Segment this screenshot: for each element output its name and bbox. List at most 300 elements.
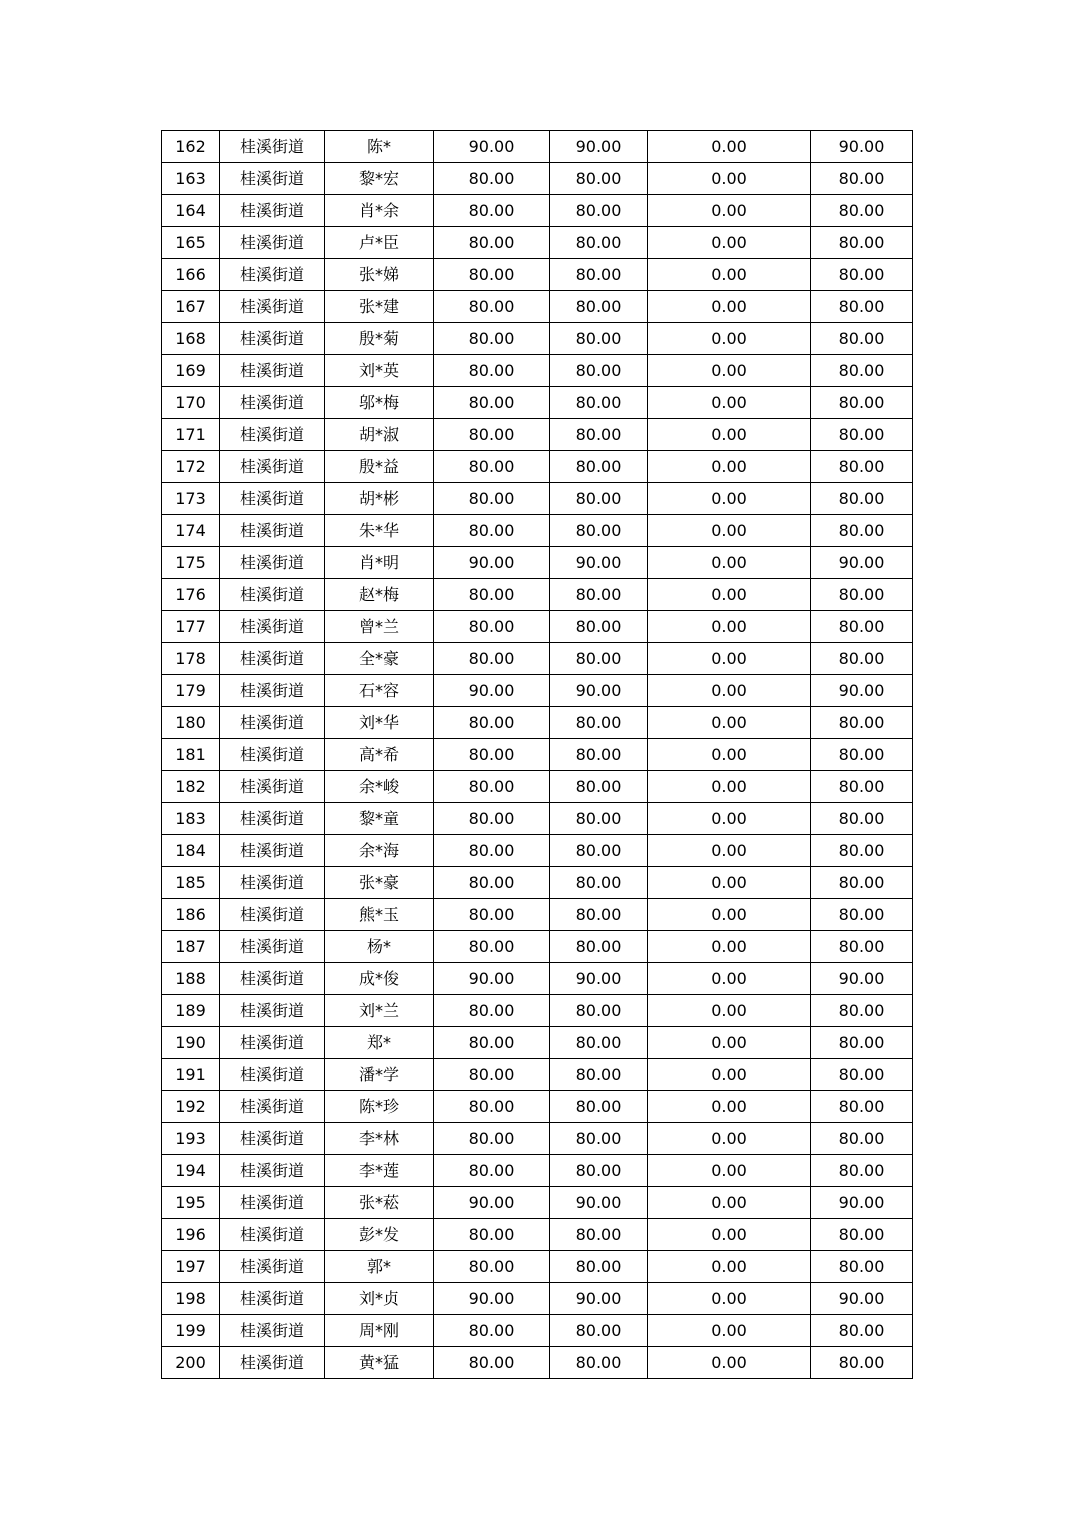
amount-cell-3: 0.00 bbox=[648, 419, 811, 451]
row-number-cell: 187 bbox=[162, 931, 220, 963]
amount-cell-2: 90.00 bbox=[550, 547, 648, 579]
amount-cell-4: 80.00 bbox=[811, 291, 913, 323]
row-number-cell: 170 bbox=[162, 387, 220, 419]
amount-cell-3: 0.00 bbox=[648, 1315, 811, 1347]
amount-cell-4: 80.00 bbox=[811, 771, 913, 803]
amount-cell-1: 80.00 bbox=[434, 1251, 550, 1283]
row-number-cell: 176 bbox=[162, 579, 220, 611]
row-number-cell: 167 bbox=[162, 291, 220, 323]
street-cell: 桂溪街道 bbox=[220, 355, 325, 387]
amount-cell-3: 0.00 bbox=[648, 1347, 811, 1379]
amount-cell-4: 80.00 bbox=[811, 1091, 913, 1123]
row-number-cell: 182 bbox=[162, 771, 220, 803]
row-number-cell: 174 bbox=[162, 515, 220, 547]
person-name-cell: 陈* bbox=[325, 131, 434, 163]
amount-cell-2: 80.00 bbox=[550, 707, 648, 739]
row-number-cell: 171 bbox=[162, 419, 220, 451]
amount-cell-1: 80.00 bbox=[434, 483, 550, 515]
amount-cell-4: 80.00 bbox=[811, 163, 913, 195]
table-row bbox=[162, 771, 913, 803]
amount-cell-1: 80.00 bbox=[434, 739, 550, 771]
subsidy-table bbox=[161, 130, 913, 1379]
amount-cell-2: 80.00 bbox=[550, 515, 648, 547]
table-row bbox=[162, 579, 913, 611]
street-cell: 桂溪街道 bbox=[220, 547, 325, 579]
person-name-cell: 刘*英 bbox=[325, 355, 434, 387]
person-name-cell: 胡*淑 bbox=[325, 419, 434, 451]
street-cell: 桂溪街道 bbox=[220, 771, 325, 803]
table-row bbox=[162, 867, 913, 899]
amount-cell-3: 0.00 bbox=[648, 867, 811, 899]
amount-cell-2: 90.00 bbox=[550, 131, 648, 163]
amount-cell-1: 80.00 bbox=[434, 803, 550, 835]
street-cell: 桂溪街道 bbox=[220, 451, 325, 483]
amount-cell-2: 80.00 bbox=[550, 419, 648, 451]
amount-cell-2: 80.00 bbox=[550, 1155, 648, 1187]
amount-cell-3: 0.00 bbox=[648, 643, 811, 675]
street-cell: 桂溪街道 bbox=[220, 1187, 325, 1219]
person-name-cell: 黎*童 bbox=[325, 803, 434, 835]
table-row bbox=[162, 323, 913, 355]
amount-cell-1: 80.00 bbox=[434, 867, 550, 899]
table-row bbox=[162, 1091, 913, 1123]
street-cell: 桂溪街道 bbox=[220, 1219, 325, 1251]
amount-cell-1: 80.00 bbox=[434, 323, 550, 355]
row-number-cell: 188 bbox=[162, 963, 220, 995]
amount-cell-2: 90.00 bbox=[550, 1283, 648, 1315]
person-name-cell: 刘*兰 bbox=[325, 995, 434, 1027]
amount-cell-3: 0.00 bbox=[648, 1187, 811, 1219]
street-cell: 桂溪街道 bbox=[220, 867, 325, 899]
amount-cell-3: 0.00 bbox=[648, 515, 811, 547]
amount-cell-3: 0.00 bbox=[648, 931, 811, 963]
amount-cell-1: 80.00 bbox=[434, 611, 550, 643]
amount-cell-3: 0.00 bbox=[648, 163, 811, 195]
person-name-cell: 殷*菊 bbox=[325, 323, 434, 355]
amount-cell-4: 80.00 bbox=[811, 1347, 913, 1379]
amount-cell-1: 80.00 bbox=[434, 707, 550, 739]
amount-cell-3: 0.00 bbox=[648, 739, 811, 771]
amount-cell-4: 80.00 bbox=[811, 931, 913, 963]
amount-cell-1: 80.00 bbox=[434, 1155, 550, 1187]
amount-cell-1: 80.00 bbox=[434, 1027, 550, 1059]
person-name-cell: 殷*益 bbox=[325, 451, 434, 483]
row-number-cell: 164 bbox=[162, 195, 220, 227]
row-number-cell: 173 bbox=[162, 483, 220, 515]
row-number-cell: 178 bbox=[162, 643, 220, 675]
amount-cell-3: 0.00 bbox=[648, 1123, 811, 1155]
row-number-cell: 196 bbox=[162, 1219, 220, 1251]
street-cell: 桂溪街道 bbox=[220, 131, 325, 163]
amount-cell-3: 0.00 bbox=[648, 1155, 811, 1187]
table-row bbox=[162, 163, 913, 195]
amount-cell-3: 0.00 bbox=[648, 323, 811, 355]
row-number-cell: 165 bbox=[162, 227, 220, 259]
street-cell: 桂溪街道 bbox=[220, 1315, 325, 1347]
amount-cell-2: 80.00 bbox=[550, 1219, 648, 1251]
amount-cell-4: 80.00 bbox=[811, 1315, 913, 1347]
amount-cell-1: 80.00 bbox=[434, 1091, 550, 1123]
amount-cell-3: 0.00 bbox=[648, 1059, 811, 1091]
amount-cell-1: 90.00 bbox=[434, 963, 550, 995]
street-cell: 桂溪街道 bbox=[220, 643, 325, 675]
table-row bbox=[162, 1315, 913, 1347]
table-row bbox=[162, 1219, 913, 1251]
amount-cell-2: 80.00 bbox=[550, 1315, 648, 1347]
amount-cell-3: 0.00 bbox=[648, 1283, 811, 1315]
amount-cell-4: 80.00 bbox=[811, 643, 913, 675]
amount-cell-4: 80.00 bbox=[811, 707, 913, 739]
person-name-cell: 陈*珍 bbox=[325, 1091, 434, 1123]
amount-cell-3: 0.00 bbox=[648, 1219, 811, 1251]
person-name-cell: 张*娣 bbox=[325, 259, 434, 291]
table-row bbox=[162, 611, 913, 643]
amount-cell-4: 80.00 bbox=[811, 1251, 913, 1283]
amount-cell-1: 80.00 bbox=[434, 227, 550, 259]
row-number-cell: 163 bbox=[162, 163, 220, 195]
row-number-cell: 175 bbox=[162, 547, 220, 579]
amount-cell-4: 80.00 bbox=[811, 259, 913, 291]
street-cell: 桂溪街道 bbox=[220, 1283, 325, 1315]
person-name-cell: 余*海 bbox=[325, 835, 434, 867]
amount-cell-2: 80.00 bbox=[550, 1123, 648, 1155]
table-row bbox=[162, 259, 913, 291]
amount-cell-2: 80.00 bbox=[550, 611, 648, 643]
row-number-cell: 162 bbox=[162, 131, 220, 163]
street-cell: 桂溪街道 bbox=[220, 611, 325, 643]
amount-cell-3: 0.00 bbox=[648, 675, 811, 707]
amount-cell-4: 80.00 bbox=[811, 323, 913, 355]
person-name-cell: 杨* bbox=[325, 931, 434, 963]
person-name-cell: 潘*学 bbox=[325, 1059, 434, 1091]
amount-cell-2: 80.00 bbox=[550, 899, 648, 931]
table-row bbox=[162, 195, 913, 227]
street-cell: 桂溪街道 bbox=[220, 675, 325, 707]
person-name-cell: 肖*明 bbox=[325, 547, 434, 579]
person-name-cell: 石*容 bbox=[325, 675, 434, 707]
table-row bbox=[162, 483, 913, 515]
table-row bbox=[162, 387, 913, 419]
amount-cell-2: 80.00 bbox=[550, 451, 648, 483]
street-cell: 桂溪街道 bbox=[220, 163, 325, 195]
person-name-cell: 卢*臣 bbox=[325, 227, 434, 259]
amount-cell-3: 0.00 bbox=[648, 355, 811, 387]
amount-cell-4: 80.00 bbox=[811, 899, 913, 931]
table-row bbox=[162, 547, 913, 579]
row-number-cell: 189 bbox=[162, 995, 220, 1027]
table-row bbox=[162, 899, 913, 931]
amount-cell-4: 80.00 bbox=[811, 803, 913, 835]
amount-cell-3: 0.00 bbox=[648, 771, 811, 803]
amount-cell-4: 90.00 bbox=[811, 675, 913, 707]
person-name-cell: 张*建 bbox=[325, 291, 434, 323]
amount-cell-2: 80.00 bbox=[550, 483, 648, 515]
amount-cell-4: 90.00 bbox=[811, 1187, 913, 1219]
row-number-cell: 194 bbox=[162, 1155, 220, 1187]
amount-cell-1: 80.00 bbox=[434, 579, 550, 611]
person-name-cell: 邬*梅 bbox=[325, 387, 434, 419]
amount-cell-1: 80.00 bbox=[434, 1315, 550, 1347]
amount-cell-4: 80.00 bbox=[811, 515, 913, 547]
person-name-cell: 胡*彬 bbox=[325, 483, 434, 515]
amount-cell-3: 0.00 bbox=[648, 259, 811, 291]
person-name-cell: 张*菘 bbox=[325, 1187, 434, 1219]
amount-cell-2: 80.00 bbox=[550, 867, 648, 899]
table-row bbox=[162, 963, 913, 995]
row-number-cell: 169 bbox=[162, 355, 220, 387]
amount-cell-1: 80.00 bbox=[434, 1123, 550, 1155]
table-row bbox=[162, 1027, 913, 1059]
street-cell: 桂溪街道 bbox=[220, 1123, 325, 1155]
amount-cell-1: 90.00 bbox=[434, 131, 550, 163]
row-number-cell: 185 bbox=[162, 867, 220, 899]
table-row bbox=[162, 1123, 913, 1155]
amount-cell-3: 0.00 bbox=[648, 291, 811, 323]
amount-cell-2: 80.00 bbox=[550, 195, 648, 227]
amount-cell-3: 0.00 bbox=[648, 707, 811, 739]
amount-cell-2: 90.00 bbox=[550, 963, 648, 995]
amount-cell-1: 80.00 bbox=[434, 995, 550, 1027]
amount-cell-4: 80.00 bbox=[811, 1027, 913, 1059]
street-cell: 桂溪街道 bbox=[220, 1091, 325, 1123]
street-cell: 桂溪街道 bbox=[220, 739, 325, 771]
row-number-cell: 172 bbox=[162, 451, 220, 483]
amount-cell-1: 80.00 bbox=[434, 291, 550, 323]
row-number-cell: 180 bbox=[162, 707, 220, 739]
amount-cell-2: 80.00 bbox=[550, 995, 648, 1027]
street-cell: 桂溪街道 bbox=[220, 995, 325, 1027]
row-number-cell: 192 bbox=[162, 1091, 220, 1123]
row-number-cell: 183 bbox=[162, 803, 220, 835]
table-row bbox=[162, 739, 913, 771]
person-name-cell: 郭* bbox=[325, 1251, 434, 1283]
row-number-cell: 184 bbox=[162, 835, 220, 867]
person-name-cell: 郑* bbox=[325, 1027, 434, 1059]
row-number-cell: 197 bbox=[162, 1251, 220, 1283]
street-cell: 桂溪街道 bbox=[220, 931, 325, 963]
amount-cell-1: 80.00 bbox=[434, 451, 550, 483]
street-cell: 桂溪街道 bbox=[220, 419, 325, 451]
person-name-cell: 黄*猛 bbox=[325, 1347, 434, 1379]
person-name-cell: 刘*华 bbox=[325, 707, 434, 739]
amount-cell-3: 0.00 bbox=[648, 131, 811, 163]
street-cell: 桂溪街道 bbox=[220, 899, 325, 931]
table-row bbox=[162, 643, 913, 675]
street-cell: 桂溪街道 bbox=[220, 259, 325, 291]
table-row bbox=[162, 451, 913, 483]
amount-cell-2: 80.00 bbox=[550, 387, 648, 419]
amount-cell-1: 80.00 bbox=[434, 899, 550, 931]
amount-cell-4: 80.00 bbox=[811, 387, 913, 419]
amount-cell-2: 80.00 bbox=[550, 739, 648, 771]
amount-cell-2: 80.00 bbox=[550, 227, 648, 259]
row-number-cell: 195 bbox=[162, 1187, 220, 1219]
amount-cell-3: 0.00 bbox=[648, 803, 811, 835]
street-cell: 桂溪街道 bbox=[220, 707, 325, 739]
person-name-cell: 李*莲 bbox=[325, 1155, 434, 1187]
person-name-cell: 余*峻 bbox=[325, 771, 434, 803]
amount-cell-1: 80.00 bbox=[434, 1219, 550, 1251]
street-cell: 桂溪街道 bbox=[220, 323, 325, 355]
amount-cell-1: 80.00 bbox=[434, 1347, 550, 1379]
amount-cell-1: 90.00 bbox=[434, 675, 550, 707]
amount-cell-4: 80.00 bbox=[811, 1155, 913, 1187]
amount-cell-2: 80.00 bbox=[550, 803, 648, 835]
amount-cell-2: 80.00 bbox=[550, 291, 648, 323]
row-number-cell: 193 bbox=[162, 1123, 220, 1155]
amount-cell-2: 80.00 bbox=[550, 579, 648, 611]
street-cell: 桂溪街道 bbox=[220, 1347, 325, 1379]
person-name-cell: 黎*宏 bbox=[325, 163, 434, 195]
amount-cell-2: 90.00 bbox=[550, 1187, 648, 1219]
person-name-cell: 彭*发 bbox=[325, 1219, 434, 1251]
row-number-cell: 186 bbox=[162, 899, 220, 931]
amount-cell-3: 0.00 bbox=[648, 547, 811, 579]
table-row bbox=[162, 803, 913, 835]
amount-cell-3: 0.00 bbox=[648, 995, 811, 1027]
amount-cell-1: 80.00 bbox=[434, 515, 550, 547]
amount-cell-1: 80.00 bbox=[434, 419, 550, 451]
amount-cell-3: 0.00 bbox=[648, 611, 811, 643]
table-row bbox=[162, 835, 913, 867]
amount-cell-1: 80.00 bbox=[434, 163, 550, 195]
amount-cell-3: 0.00 bbox=[648, 227, 811, 259]
amount-cell-2: 80.00 bbox=[550, 771, 648, 803]
table-row bbox=[162, 419, 913, 451]
row-number-cell: 191 bbox=[162, 1059, 220, 1091]
amount-cell-4: 80.00 bbox=[811, 1059, 913, 1091]
amount-cell-3: 0.00 bbox=[648, 1251, 811, 1283]
row-number-cell: 177 bbox=[162, 611, 220, 643]
table-row bbox=[162, 931, 913, 963]
row-number-cell: 200 bbox=[162, 1347, 220, 1379]
street-cell: 桂溪街道 bbox=[220, 227, 325, 259]
amount-cell-4: 80.00 bbox=[811, 867, 913, 899]
person-name-cell: 高*希 bbox=[325, 739, 434, 771]
amount-cell-1: 80.00 bbox=[434, 835, 550, 867]
table-row bbox=[162, 1155, 913, 1187]
person-name-cell: 赵*梅 bbox=[325, 579, 434, 611]
table-row bbox=[162, 995, 913, 1027]
amount-cell-4: 90.00 bbox=[811, 547, 913, 579]
table-row bbox=[162, 675, 913, 707]
amount-cell-2: 80.00 bbox=[550, 259, 648, 291]
row-number-cell: 190 bbox=[162, 1027, 220, 1059]
amount-cell-4: 80.00 bbox=[811, 1123, 913, 1155]
amount-cell-3: 0.00 bbox=[648, 195, 811, 227]
row-number-cell: 198 bbox=[162, 1283, 220, 1315]
person-name-cell: 刘*贞 bbox=[325, 1283, 434, 1315]
table-row bbox=[162, 515, 913, 547]
table-row bbox=[162, 1059, 913, 1091]
table-row bbox=[162, 1347, 913, 1379]
amount-cell-4: 80.00 bbox=[811, 1219, 913, 1251]
person-name-cell: 全*豪 bbox=[325, 643, 434, 675]
amount-cell-1: 80.00 bbox=[434, 259, 550, 291]
person-name-cell: 曾*兰 bbox=[325, 611, 434, 643]
amount-cell-4: 80.00 bbox=[811, 995, 913, 1027]
table-row bbox=[162, 1187, 913, 1219]
street-cell: 桂溪街道 bbox=[220, 963, 325, 995]
amount-cell-3: 0.00 bbox=[648, 483, 811, 515]
amount-cell-4: 80.00 bbox=[811, 355, 913, 387]
street-cell: 桂溪街道 bbox=[220, 515, 325, 547]
street-cell: 桂溪街道 bbox=[220, 1251, 325, 1283]
amount-cell-4: 80.00 bbox=[811, 451, 913, 483]
amount-cell-1: 80.00 bbox=[434, 355, 550, 387]
table-row bbox=[162, 1283, 913, 1315]
street-cell: 桂溪街道 bbox=[220, 387, 325, 419]
amount-cell-2: 80.00 bbox=[550, 643, 648, 675]
row-number-cell: 166 bbox=[162, 259, 220, 291]
person-name-cell: 张*豪 bbox=[325, 867, 434, 899]
amount-cell-4: 80.00 bbox=[811, 579, 913, 611]
amount-cell-4: 80.00 bbox=[811, 195, 913, 227]
person-name-cell: 李*林 bbox=[325, 1123, 434, 1155]
person-name-cell: 肖*余 bbox=[325, 195, 434, 227]
table-row bbox=[162, 291, 913, 323]
street-cell: 桂溪街道 bbox=[220, 291, 325, 323]
amount-cell-2: 80.00 bbox=[550, 835, 648, 867]
amount-cell-2: 80.00 bbox=[550, 1251, 648, 1283]
amount-cell-1: 80.00 bbox=[434, 771, 550, 803]
amount-cell-4: 80.00 bbox=[811, 483, 913, 515]
street-cell: 桂溪街道 bbox=[220, 1027, 325, 1059]
amount-cell-4: 90.00 bbox=[811, 131, 913, 163]
amount-cell-2: 80.00 bbox=[550, 1027, 648, 1059]
table-row bbox=[162, 355, 913, 387]
amount-cell-3: 0.00 bbox=[648, 1027, 811, 1059]
amount-cell-2: 80.00 bbox=[550, 323, 648, 355]
amount-cell-1: 90.00 bbox=[434, 1283, 550, 1315]
amount-cell-2: 80.00 bbox=[550, 1347, 648, 1379]
row-number-cell: 181 bbox=[162, 739, 220, 771]
amount-cell-4: 80.00 bbox=[811, 835, 913, 867]
street-cell: 桂溪街道 bbox=[220, 483, 325, 515]
amount-cell-2: 80.00 bbox=[550, 355, 648, 387]
amount-cell-1: 90.00 bbox=[434, 547, 550, 579]
amount-cell-1: 80.00 bbox=[434, 643, 550, 675]
row-number-cell: 179 bbox=[162, 675, 220, 707]
amount-cell-3: 0.00 bbox=[648, 899, 811, 931]
table-row bbox=[162, 1251, 913, 1283]
street-cell: 桂溪街道 bbox=[220, 1059, 325, 1091]
amount-cell-2: 80.00 bbox=[550, 1091, 648, 1123]
amount-cell-2: 80.00 bbox=[550, 1059, 648, 1091]
amount-cell-1: 80.00 bbox=[434, 195, 550, 227]
amount-cell-3: 0.00 bbox=[648, 579, 811, 611]
amount-cell-3: 0.00 bbox=[648, 963, 811, 995]
amount-cell-4: 90.00 bbox=[811, 963, 913, 995]
street-cell: 桂溪街道 bbox=[220, 1155, 325, 1187]
amount-cell-4: 90.00 bbox=[811, 1283, 913, 1315]
amount-cell-3: 0.00 bbox=[648, 835, 811, 867]
table-body bbox=[162, 131, 913, 1379]
table-row bbox=[162, 707, 913, 739]
amount-cell-2: 80.00 bbox=[550, 163, 648, 195]
amount-cell-2: 90.00 bbox=[550, 675, 648, 707]
street-cell: 桂溪街道 bbox=[220, 195, 325, 227]
street-cell: 桂溪街道 bbox=[220, 803, 325, 835]
street-cell: 桂溪街道 bbox=[220, 579, 325, 611]
amount-cell-4: 80.00 bbox=[811, 227, 913, 259]
amount-cell-3: 0.00 bbox=[648, 1091, 811, 1123]
amount-cell-1: 80.00 bbox=[434, 931, 550, 963]
row-number-cell: 199 bbox=[162, 1315, 220, 1347]
row-number-cell: 168 bbox=[162, 323, 220, 355]
person-name-cell: 朱*华 bbox=[325, 515, 434, 547]
person-name-cell: 熊*玉 bbox=[325, 899, 434, 931]
